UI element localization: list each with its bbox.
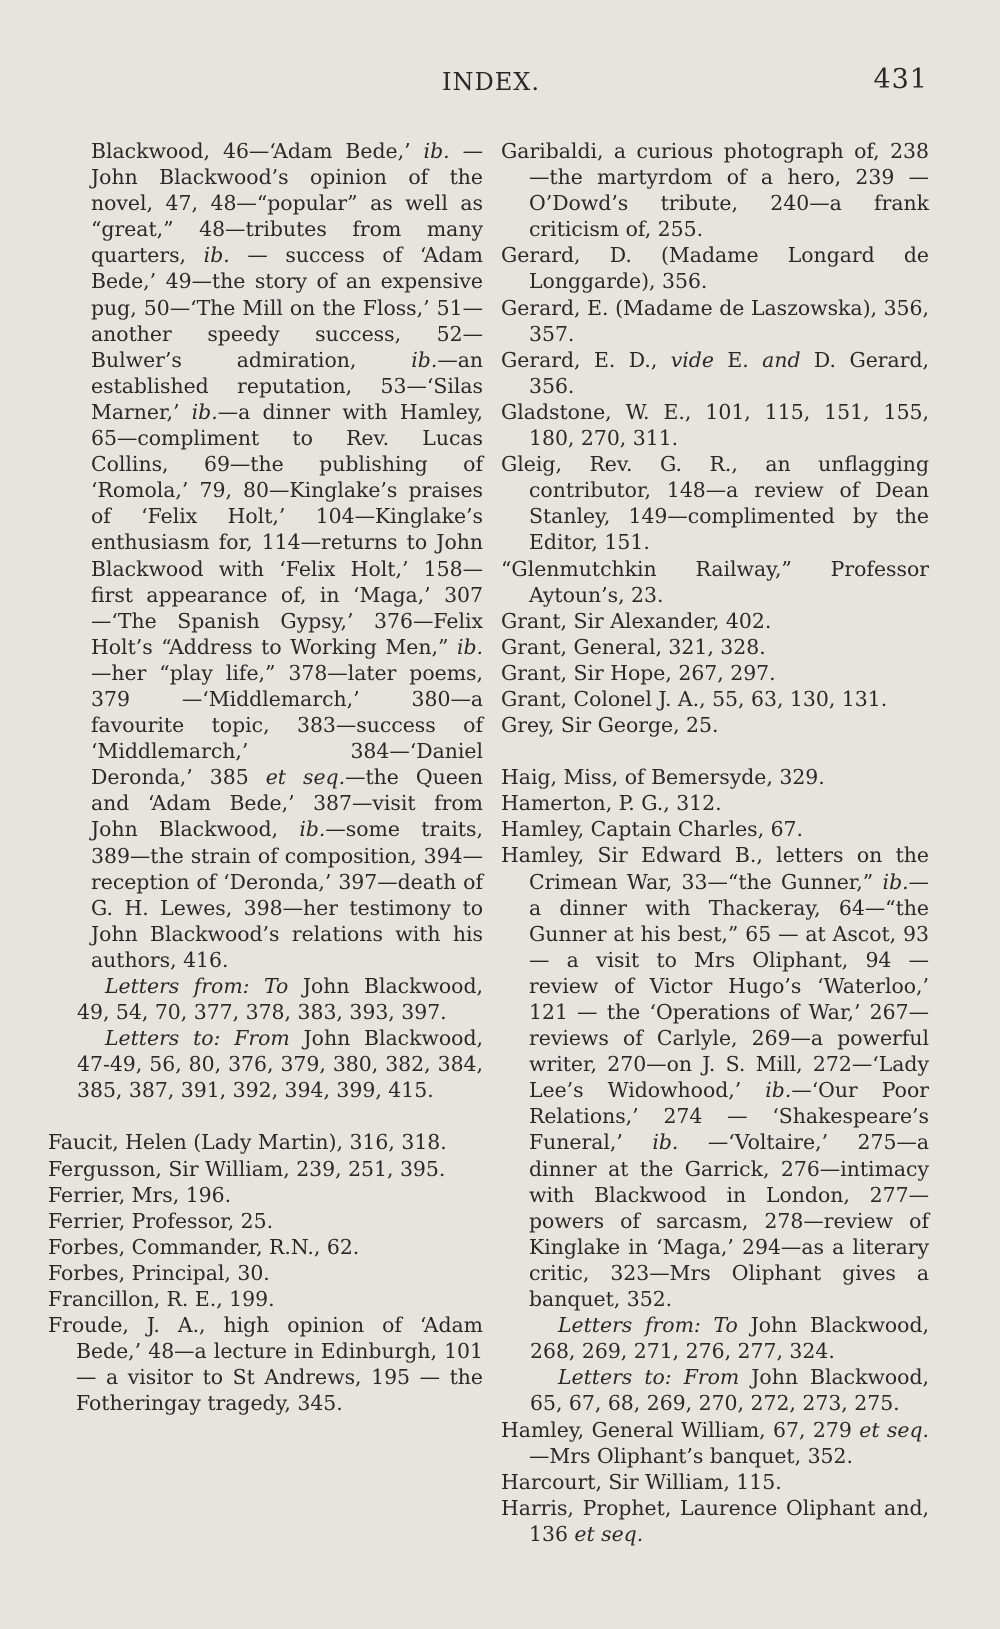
index-entry: “Glenmutchkin Railway,” Professor Aytoun’s, 23. — [501, 556, 929, 607]
index-entry: Gladstone, W. E., 101, 115, 151, 155, 180, 270, 311. — [501, 399, 929, 451]
index-entry-continuation: Blackwood, 46—‘Adam Bede,’ ib. —John Blackwood’s opinion of the novel, 47, 48—“popular” as well as “great,” 48—tributes from many quarters, ib. — success of ‘Adam Bede,’ 49—the story of an expensive pug, 50—‘The Mill on the Floss,’ 51—another speedy success, 52—Bulwer’s admiration, ib.—an established reputation, 53—‘Silas Marner,’ ib.—a dinner with Hamley, 65—compliment to Rev. Lucas Collins, 69—the publishing of ‘Romola,’ 79, 80—Kinglake’s praises of ‘Felix Holt,’ 104—Kinglake’s enthusiasm for, 114—returns to John Blackwood with ‘Felix Holt,’ 158—first appearance of, in ‘Maga,’ 307—‘The Spanish Gypsy,’ 376—Felix Holt’s “Address to Working Men,” ib.—her “play life,” 378—later poems, 379 —‘Middlemarch,’ 380—a favourite topic, 383—success of ‘Middlemarch,’ 384—‘Daniel Deronda,’ 385 et seq.—the Queen and ‘Adam Bede,’ 387—visit from John Blackwood, ib.—some traits, 389—the strain of composition, 394—reception of ‘Deronda,’ 397—death of G. H. Lewes, 398—her testimony to John Blackwood’s relations with his authors, 416. — [91, 139, 483, 972]
index-entry: Gerard, E. (Madame de Laszowska), 356, 357. — [501, 295, 929, 346]
index-entry: Hamley, Sir Edward B., letters on the Crimean War, 33—“the Gunner,” ib.—a dinner with Thackeray, 64—“the Gunner at his best,” 65 — at Ascot, 93 — a visit to Mrs Oliphant, 94 — review of Victor Hugo’s ‘Waterloo,’ 121 — the ‘Operations of War,’ 267—reviews of Carlyle, 269—a powerful writer, 270—on J. S. Mill, 272—‘Lady Lee’s Widowhood,’ ib.—‘Our Poor Relations,’ 274 — ‘Shakespeare’s Funeral,’ ib. —‘Voltaire,’ 275—a dinner at the Garrick, 276—intimacy with Blackwood in London, 277—powers of sarcasm, 278—review of Kinglake in ‘Maga,’ 294—as a literary critic, 323—Mrs Oliphant gives a banquet, 352. — [501, 843, 929, 1312]
index-entry: Faucit, Helen (Lady Martin), 316, 318. — [48, 1130, 447, 1155]
index-entry: Grant, Sir Hope, 267, 297. — [501, 660, 776, 685]
index-entry: Froude, J. A., high opinion of ‘Adam Bede,’ 48—a lecture in Edinburgh, 101 — a visitor to St Andrews, 195 — the Fotheringay tragedy, 345. — [48, 1313, 483, 1416]
page-number: 431 — [873, 64, 928, 95]
index-entry: Grant, Colonel J. A., 55, 63, 130, 131. — [501, 686, 888, 711]
running-title: INDEX. — [442, 68, 540, 96]
index-subentry: Letters to: From John Blackwood, 47-49, 56, 80, 376, 379, 380, 382, 384, 385, 387, 391, 392, 394, 399, 415. — [77, 1026, 483, 1103]
index-subentry: Letters from: To John Blackwood, 49, 54, 70, 377, 378, 383, 393, 397. — [77, 974, 483, 1025]
index-entry: Garibaldi, a curious photograph of, 238—the martyrdom of a hero, 239 —O’Dowd’s tribute, 240—a frank criticism of, 255. — [501, 139, 929, 242]
index-entry: Ferrier, Mrs, 196. — [48, 1182, 232, 1207]
index-entry: Fergusson, Sir William, 239, 251, 395. — [48, 1156, 446, 1181]
index-entry: Grant, Sir Alexander, 402. — [501, 608, 772, 633]
index-entry: Gerard, D. (Madame Longard de Longgarde), 356. — [501, 243, 929, 294]
index-entry: Hamley, General William, 67, 279 et seq.—Mrs Oliphant’s banquet, 352. — [501, 1417, 929, 1468]
page-header — [0, 64, 1000, 108]
index-subentry: Letters to: From John Blackwood, 65, 67, 68, 269, 270, 272, 273, 275. — [530, 1365, 929, 1416]
index-entry: Gerard, E. D., vide E. and D. Gerard, 356. — [501, 347, 929, 398]
index-entry: Forbes, Principal, 30. — [48, 1260, 270, 1285]
index-entry: Hamerton, P. G., 312. — [501, 791, 722, 816]
index-entry: Forbes, Commander, R.N., 62. — [48, 1234, 360, 1259]
index-entry: Ferrier, Professor, 25. — [48, 1208, 274, 1233]
index-entry: Grey, Sir George, 25. — [501, 713, 719, 738]
index-entry: Grant, General, 321, 328. — [501, 634, 766, 659]
index-entry: Harris, Prophet, Laurence Oliphant and, 136 et seq. — [501, 1495, 929, 1546]
index-entry: Hamley, Captain Charles, 67. — [501, 817, 804, 842]
index-entry: Haig, Miss, of Bemersyde, 329. — [501, 765, 825, 790]
index-entry: Francillon, R. E., 199. — [48, 1287, 275, 1312]
index-entry: Gleig, Rev. G. R., an unflagging contributor, 148—a review of Dean Stanley, 149—complimented by the Editor, 151. — [501, 452, 929, 555]
index-entry: Harcourt, Sir William, 115. — [501, 1469, 782, 1494]
index-subentry: Letters from: To John Blackwood, 268, 269, 271, 276, 277, 324. — [530, 1313, 929, 1364]
left-column — [48, 138, 483, 1417]
right-column — [501, 138, 929, 1547]
